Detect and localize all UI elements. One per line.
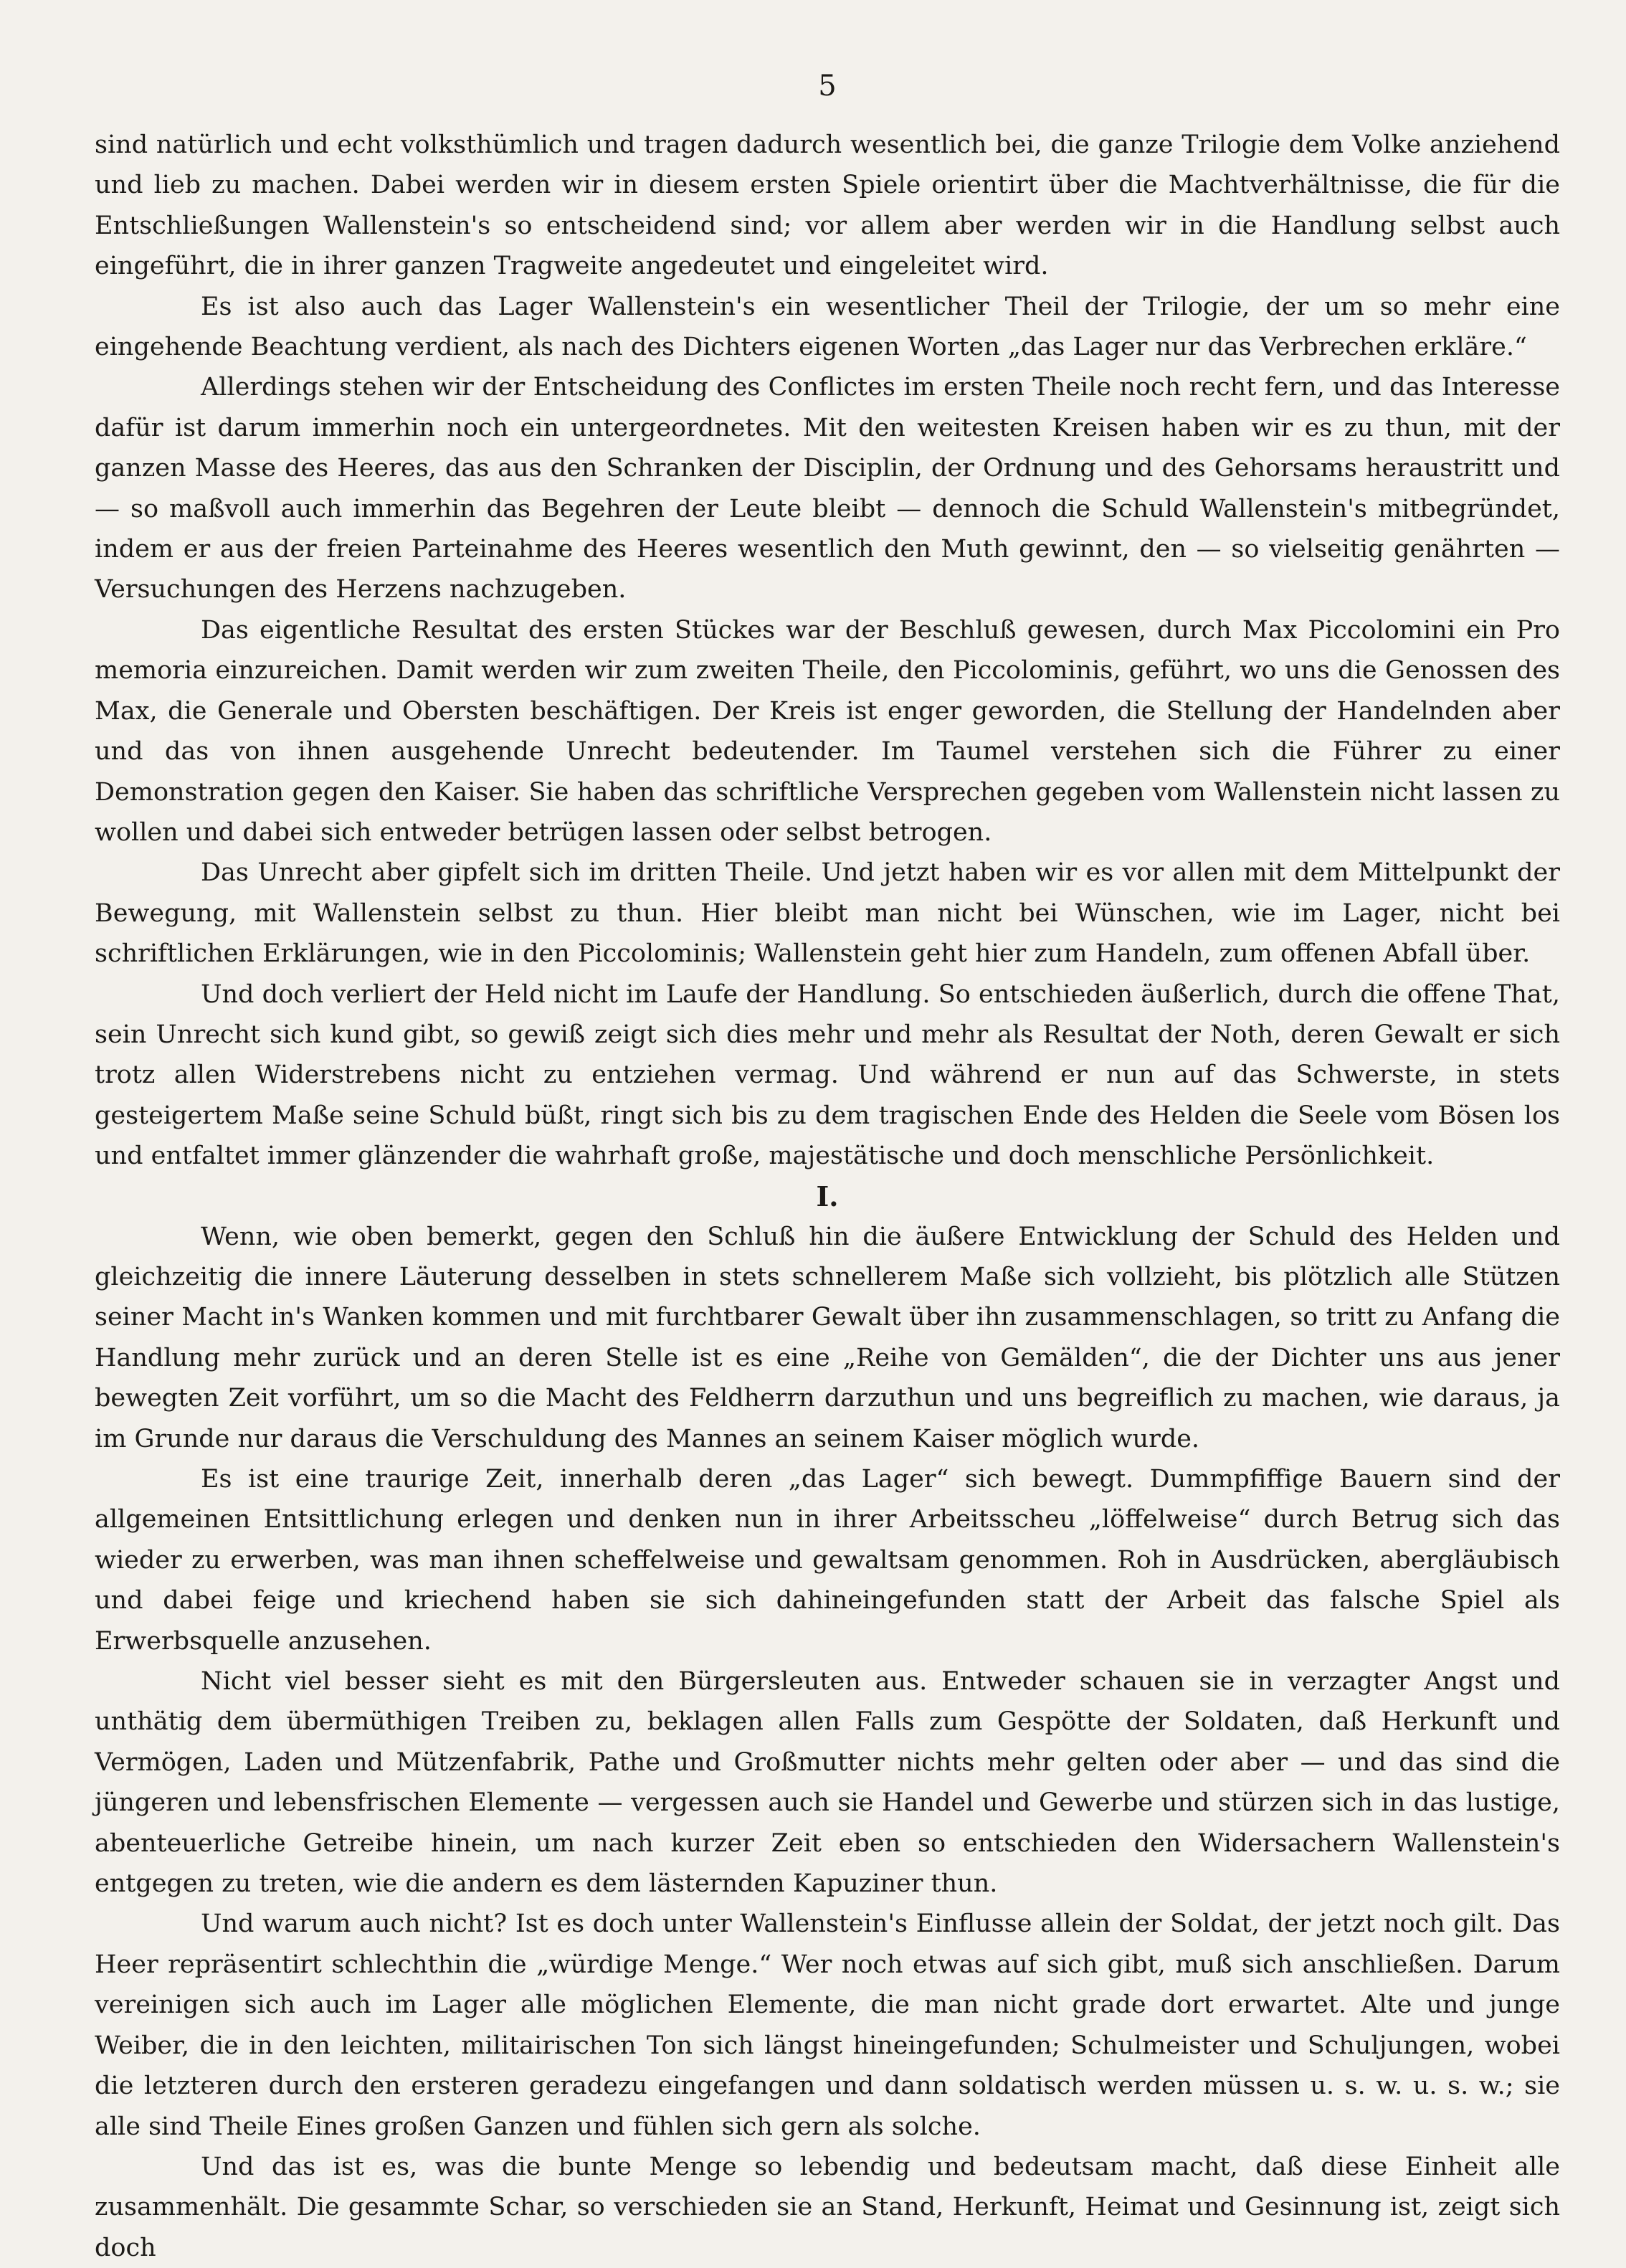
page-number: 5 (818, 70, 837, 103)
paragraph: Wenn, wie oben bemerkt, gegen den Schluß hin die äußere Entwicklung der Schuld des Helden und gleichzeitig die innere Läuterung desselben in stets schnellerem Maße sich vollzieht, bis plötzlich alle Stützen seiner Macht in's Wanken kommen und mit furchtbarer Gewalt über ihn zusammenschlagen, so tritt zu Anfang die Handlung mehr zurück und an deren Stelle ist es eine „Reihe von Gemälden“, die der Dichter uns aus jener bewegten Zeit vorführt, um so die Macht des Feldherrn darzuthun und uns begreiflich zu machen, wie daraus, ja im Grunde nur daraus die Verschuldung des Mannes an seinem Kaiser möglich wurde. (95, 1222, 1560, 1453)
paragraph: Allerdings stehen wir der Entscheidung des Conflictes im ersten Theile noch recht fern, und das Interesse dafür ist darum immerhin noch ein untergeordnetes. Mit den weitesten Kreisen haben wir es zu thun, mit der ganzen Masse des Heeres, das aus den Schranken der Disciplin, der Ordnung und des Gehorsams heraustritt und — so maßvoll auch immerhin das Begehren der Leute bleibt — dennoch die Schuld Wallenstein's mitbegründet, indem er aus der freien Parteinahme des Heeres wesentlich den Muth gewinnt, den — so vielseitig genährten — Versuchungen des Herzens nachzugeben. (95, 373, 1560, 604)
paragraph: Das Unrecht aber gipfelt sich im dritten Theile. Und jetzt haben wir es vor allen mit dem Mittelpunkt der Bewegung, mit Wallenstein selbst zu thun. Hier bleibt man nicht bei Wünschen, wie im Lager, nicht bei schriftlichen Erklärungen, wie in den Piccolominis; Wallenstein geht hier zum Handeln, zum offenen Abfall über. (95, 858, 1560, 969)
paragraph-continued: sind natürlich und echt volksthümlich und tragen dadurch wesentlich bei, die ganze Trilogie dem Volke anziehend und lieb zu machen. Dabei werden wir in diesem ersten Spiele orientirt über die Machtverhältnisse, die für die Entschließungen Wallenstein's so entscheidend sind; vor allem aber werden wir in die Handlung selbst auch eingeführt, die in ihrer ganzen Tragweite angedeutet und eingeleitet wird. (95, 131, 1560, 281)
body-text (95, 125, 1560, 2268)
paragraph: Das eigentliche Resultat des ersten Stückes war der Beschluß gewesen, durch Max Piccolomini ein Pro memoria einzureichen. Damit werden wir zum zweiten Theile, den Piccolominis, geführt, wo uns die Genossen des Max, die Generale und Obersten beschäftigen. Der Kreis ist enger geworden, die Stellung der Handelnden aber und das von ihnen ausgehende Unrecht bedeutender. Im Taumel verstehen sich die Führer zu einer Demonstration gegen den Kaiser. Sie haben das schriftliche Versprechen gegeben vom Wallenstein nicht lassen zu wollen und dabei sich entweder betrügen lassen oder selbst betrogen. (95, 615, 1560, 847)
paragraph: Und warum auch nicht? Ist es doch unter Wallenstein's Einflusse allein der Soldat, der jetzt noch gilt. Das Heer repräsentirt schlechthin die „würdige Menge.“ Wer noch etwas auf sich gibt, muß sich anschließen. Darum vereinigen sich auch im Lager alle möglichen Elemente, die man nicht grade dort erwartet. Alte und junge Weiber, die in den leichten, militairischen Ton sich längst hineingefunden; Schulmeister und Schuljungen, wobei die letzteren durch den ersteren geradezu eingefangen und dann soldatisch werden müssen u. s. w. u. s. w.; sie alle sind Theile Eines großen Ganzen und fühlen sich gern als solche. (95, 1909, 1560, 2141)
paragraph: Und doch verliert der Held nicht im Laufe der Handlung. So entschieden äußerlich, durch die offene That, sein Unrecht sich kund gibt, so gewiß zeigt sich dies mehr und mehr als Resultat der Noth, deren Gewalt er sich trotz allen Widerstrebens nicht zu entziehen vermag. Und während er nun auf das Schwerste, in stets gesteigertem Maße seine Schuld büßt, ringt sich bis zu dem tragischen Ende des Helden die Seele vom Bösen los und entfaltet immer glänzender die wahrhaft große, majestätische und doch menschliche Persönlichkeit. (95, 979, 1560, 1171)
paragraph: Und das ist es, was die bunte Menge so lebendig und bedeutsam macht, daß diese Einheit alle zusammenhält. Die gesammte Schar, so verschieden sie an Stand, Herkunft, Heimat und Gesinnung ist, zeigt sich doch (95, 2152, 1560, 2262)
paragraph: Es ist eine traurige Zeit, innerhalb deren „das Lager“ sich bewegt. Dummpfiffige Bauern sind der allgemeinen Entsittlichung erlegen und denken nun in ihrer Arbeitsscheu „löffelweise“ durch Betrug sich das wieder zu erwerben, was man ihnen scheffelweise und gewaltsam genommen. Roh in Ausdrücken, abergläubisch und dabei feige und kriechend haben sie sich dahineingefunden statt der Arbeit das falsche Spiel als Erwerbsquelle anzusehen. (95, 1465, 1560, 1656)
paragraph: Nicht viel besser sieht es mit den Bürgersleuten aus. Entweder schauen sie in verzagter Angst und unthätig dem übermüthigen Treiben zu, beklagen allen Falls zum Gespötte der Soldaten, daß Herkunft und Vermögen, Laden und Mützenfabrik, Pathe und Großmutter nichts mehr gelten oder aber — und das sind die jüngeren und lebensfrischen Elemente — vergessen auch sie Handel und Gewerbe und stürzen sich in das lustige, abenteuerliche Getreibe hinein, um nach kurzer Zeit eben so entschieden den Widersachern Wallenstein's entgegen zu treten, wie die andern es dem lästernden Kapuziner thun. (95, 1667, 1560, 1899)
section-heading: I. (816, 1180, 839, 1213)
paragraph: Es ist also auch das Lager Wallenstein's ein wesentlicher Theil der Trilogie, der um so mehr eine eingehende Beachtung verdient, als nach des Dichters eigenen Worten „das Lager nur das Verbrechen erkläre.“ (95, 292, 1560, 362)
